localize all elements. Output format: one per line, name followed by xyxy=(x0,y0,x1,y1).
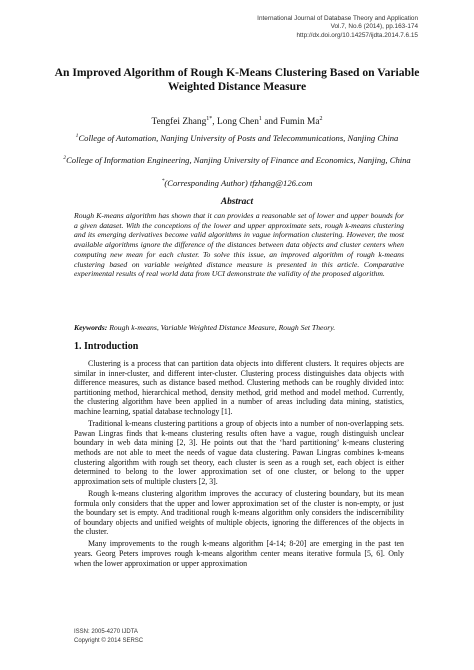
affiliation-text: College of Information Engineering, Nanjing University of Finance and Economics, Nanjing, China xyxy=(66,154,411,165)
author-separator: , xyxy=(212,117,217,128)
author-separator: and xyxy=(261,117,281,128)
corresponding-author xyxy=(40,176,434,188)
keywords-label: Keywords: xyxy=(74,323,108,332)
affiliation-text: (Corresponding Author) tfzhang@126.com xyxy=(164,177,313,188)
author-affiliation-marker: 2 xyxy=(319,116,323,122)
author-name: Tengfei Zhang xyxy=(151,117,207,128)
author-affiliation-marker: 1* xyxy=(206,116,213,122)
page-footer xyxy=(74,628,143,645)
footer-issn: ISSN: 2005-4270 IJDTA xyxy=(74,629,138,635)
abstract-heading: Abstract xyxy=(220,197,254,207)
author-name: Long Chen xyxy=(216,117,259,128)
footer-copyright: Copyright © 2014 SERSC xyxy=(74,637,144,644)
affiliation-1 xyxy=(40,131,434,143)
body-paragraph: Traditional k-means clustering partitions a group of objects into a number of non-overlapping sets. Pawan Lingras finds that k-means clustering results often have a vague, rough distinguish unclear boundary in web data mining [2, 3]. He points out that the ‘hard partitioning’ k-means clustering methods are not able to meet the needs of vague data clustering. Pawan Lingras combines k-means clustering algorithm with rough set theory, each cluster is seen as a rough set, each object is either determined to belong to the lower approximation set of one cluster, or belong to the upper approximation sets of multiple clusters [2, 3]. xyxy=(74,419,404,486)
affiliation-marker: 1 xyxy=(75,133,79,139)
keywords xyxy=(74,323,404,333)
paper-title: An Improved Algorithm of Rough K-Means Clustering Based on Variable Weighted Distance Measure xyxy=(54,66,420,93)
journal-header xyxy=(257,15,418,40)
body-paragraph: Many improvements to the rough k-means algorithm [4-14; 8-20] are emerging in the past ten years. Georg Peters improves rough k-means algorithm center means iterative formula [5, 6]. Only when the lower approximation or upper approximation xyxy=(74,539,404,568)
journal-name: International Journal of Database Theory and Application xyxy=(257,15,418,22)
journal-doi: http://dx.doi.org/10.14257/ijdta.2014.7.6.15 xyxy=(296,31,418,39)
author-list xyxy=(40,116,434,127)
section-body xyxy=(74,359,404,571)
body-paragraph: Rough k-means clustering algorithm improves the accuracy of clustering boundary, but its mean formula only considers that the upper and lower approximation set of the cluster is non-empty, or just the boundary set is empty. And traditional rough k-means algorithm only considers the indiscernibility of boundary objects and unified weights of multiple objects, ignoring the differences of the objects in the cluster. xyxy=(74,488,404,537)
author-name: Fumin Ma xyxy=(280,117,320,128)
section-heading: 1. Introduction xyxy=(74,341,139,352)
author-affiliation-marker: 1 xyxy=(258,116,262,122)
affiliation-marker: 2 xyxy=(63,155,67,161)
journal-volume: Vol.7, No.6 (2014), pp.163-174 xyxy=(330,23,418,31)
body-paragraph: Clustering is a process that can partition data objects into different clusters. It requires objects are similar in inner-cluster, and different inter-cluster. Clustering process distinguishes data objects with difference measures, such as distance based method. Clustering methods can be roughly divided into: partitioning method, hierarchical method, density method, grid method and model method. Currently, the clustering algorithm have been applied in a number of areas including data mining, statistics, machine learning, spatial database technology [1]. xyxy=(74,359,404,416)
affiliation-text: College of Automation, Nanjing University of Posts and Telecommunications, Nanjing China xyxy=(78,132,399,143)
affiliation-2 xyxy=(40,153,434,165)
affiliation-marker: * xyxy=(161,178,165,184)
keywords-text: Rough k-means, Variable Weighted Distance Measure, Rough Set Theory. xyxy=(107,323,336,332)
abstract-text: Rough K-means algorithm has shown that it can provides a reasonable set of lower and upper bounds for a given dataset. With the conceptions of the lower and upper approximate sets, rough k-means clustering and its emerging derivatives become valid algorithms in vague information clustering. However, the most available algorithms ignore the difference of the distances between data objects and cluster centers when computing new mean for each cluster. To solve this issue, an improved algorithm of rough k-means clustering based on variable weighted distance measure is presented in this article. Comparative experimental results of real world data from UCI demonstrate the validity of the proposed algorithm. xyxy=(74,211,404,279)
